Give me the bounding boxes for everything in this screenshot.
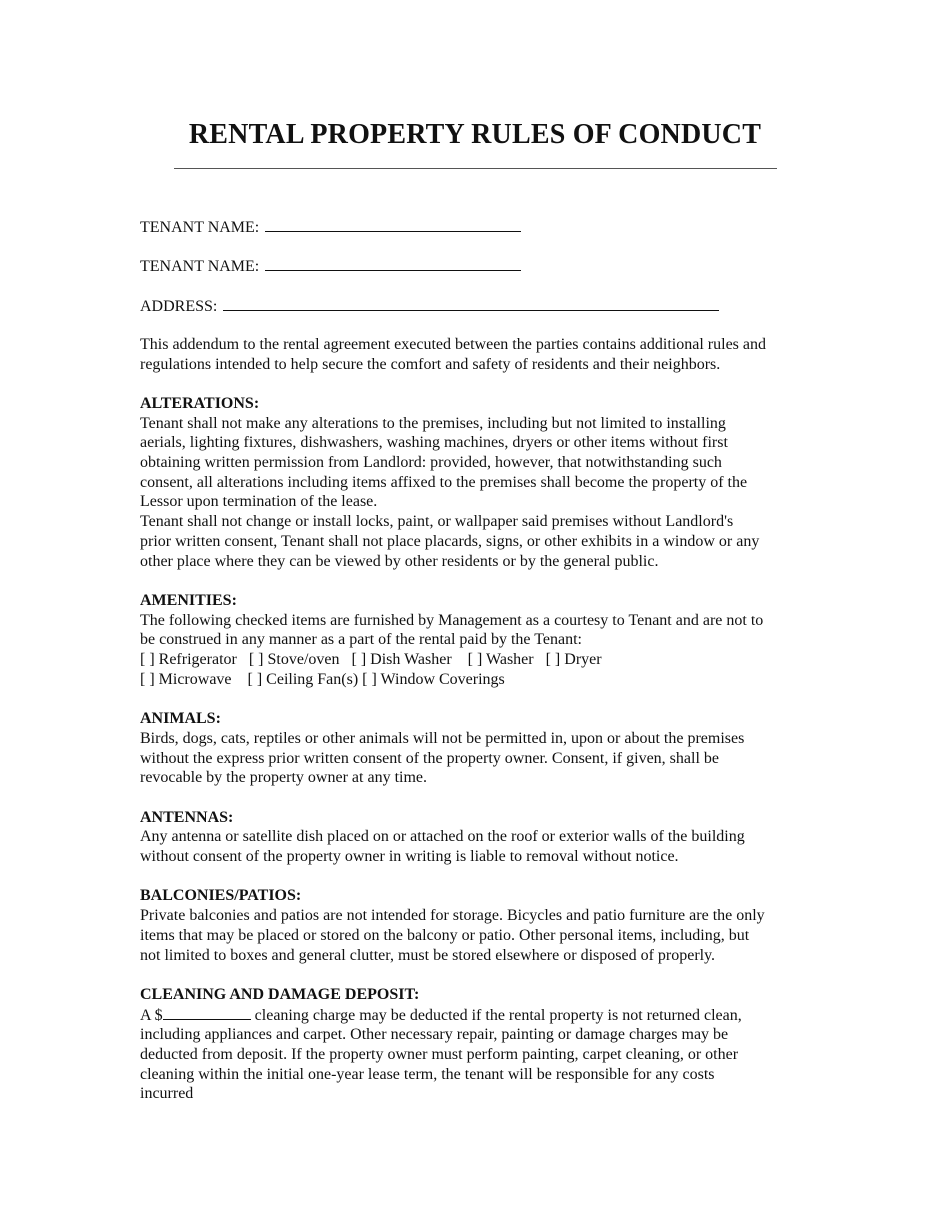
text-line: without consent of the property owner in writing is liable to removal without notice.: [140, 848, 679, 866]
text-line: other place where they can be viewed by other residents or by the general public.: [140, 552, 659, 570]
text-line: items that may be placed or stored on the balcony or patio. Other personal items, including, but: [140, 926, 750, 944]
text-line: consent, all alterations including items affixed to the premises shall become the property of the: [140, 473, 748, 491]
amenity-checkbox-row-1[interactable]: [ ] Refrigerator [ ] Stove/oven [ ] Dish Washer [ ] Washer [ ] Dryer: [140, 651, 602, 669]
text-line: incurred: [140, 1085, 194, 1103]
section-alterations: [140, 394, 820, 571]
text-line: regulations intended to help secure the comfort and safety of residents and their neighbors.: [140, 355, 721, 373]
tenant-name-blank-1[interactable]: [265, 217, 521, 232]
text-line: Tenant shall not change or install locks, paint, or wallpaper said premises without Landlord's: [140, 513, 734, 531]
text-line: obtaining written permission from Landlord: provided, however, that notwithstanding such: [140, 454, 722, 472]
section-animals: [140, 709, 820, 788]
tenant-name-blank-2[interactable]: [265, 256, 521, 271]
text-line: Birds, dogs, cats, reptiles or other animals will not be permitted in, upon or about the premises: [140, 729, 745, 747]
section-heading: ALTERATIONS:: [140, 394, 260, 412]
text-line: without the express prior written consent of the property owner. Consent, if given, shall be: [140, 749, 719, 767]
deposit-amount-line: [140, 1005, 820, 1026]
section-heading: ANIMALS:: [140, 710, 221, 728]
tenant-name-field-2: [140, 256, 820, 276]
document-body: [140, 217, 820, 1124]
address-blank[interactable]: [223, 296, 719, 311]
section-heading: CLEANING AND DAMAGE DEPOSIT:: [140, 985, 420, 1003]
field-label: ADDRESS:: [140, 297, 218, 315]
section-amenities: [140, 591, 820, 690]
field-label: TENANT NAME:: [140, 219, 260, 236]
text-line: This addendum to the rental agreement executed between the parties contains additional rules and: [140, 335, 766, 353]
address-field: [140, 296, 820, 316]
text-line: Lessor upon termination of the lease.: [140, 493, 378, 511]
section-balconies-patios: [140, 886, 820, 965]
text-line: cleaning within the initial one-year lease term, the tenant will be responsible for any costs: [140, 1065, 715, 1083]
section-heading: BALCONIES/PATIOS:: [140, 887, 302, 905]
field-label: TENANT NAME:: [140, 258, 260, 276]
text-line: not limited to boxes and general clutter, must be stored elsewhere or disposed of properly.: [140, 946, 716, 964]
section-heading: AMENITIES:: [140, 591, 237, 609]
text-fragment: cleaning charge may be deducted if the rental property is not returned clean,: [250, 1006, 742, 1024]
deposit-amount-blank[interactable]: [163, 1005, 251, 1020]
text-line: Tenant shall not make any alterations to the premises, including but not limited to installing: [140, 414, 726, 432]
text-line: aerials, lighting fixtures, dishwashers, washing machines, dryers or other items without first: [140, 434, 728, 452]
text-line: Private balconies and patios are not intended for storage. Bicycles and patio furniture are the only: [140, 907, 765, 925]
text-line: Any antenna or satellite dish placed on or attached on the roof or exterior walls of the building: [140, 828, 745, 846]
text-line: including appliances and carpet. Other necessary repair, painting or damage charges may be: [140, 1026, 729, 1044]
text-fragment: A $: [140, 1006, 163, 1024]
amenity-checkbox-row-2[interactable]: [ ] Microwave [ ] Ceiling Fan(s) [ ] Window Coverings: [140, 670, 505, 688]
text-line: deducted from deposit. If the property owner must perform painting, carpet cleaning, or other: [140, 1046, 739, 1064]
title-divider: [174, 168, 777, 169]
text-line: The following checked items are furnished by Management as a courtesy to Tenant and are not to: [140, 611, 764, 629]
tenant-name-field-1: [140, 217, 820, 237]
text-line: prior written consent, Tenant shall not place placards, signs, or other exhibits in a window or any: [140, 532, 760, 550]
text-line: be construed in any manner as a part of the rental paid by the Tenant:: [140, 631, 582, 649]
document-title: RENTAL PROPERTY RULES OF CONDUCT: [188, 119, 762, 150]
intro-paragraph: [140, 335, 820, 374]
section-cleaning-deposit: [140, 985, 820, 1104]
text-line: revocable by the property owner at any time.: [140, 769, 427, 787]
section-antennas: [140, 808, 820, 867]
section-heading: ANTENNAS:: [140, 808, 234, 826]
